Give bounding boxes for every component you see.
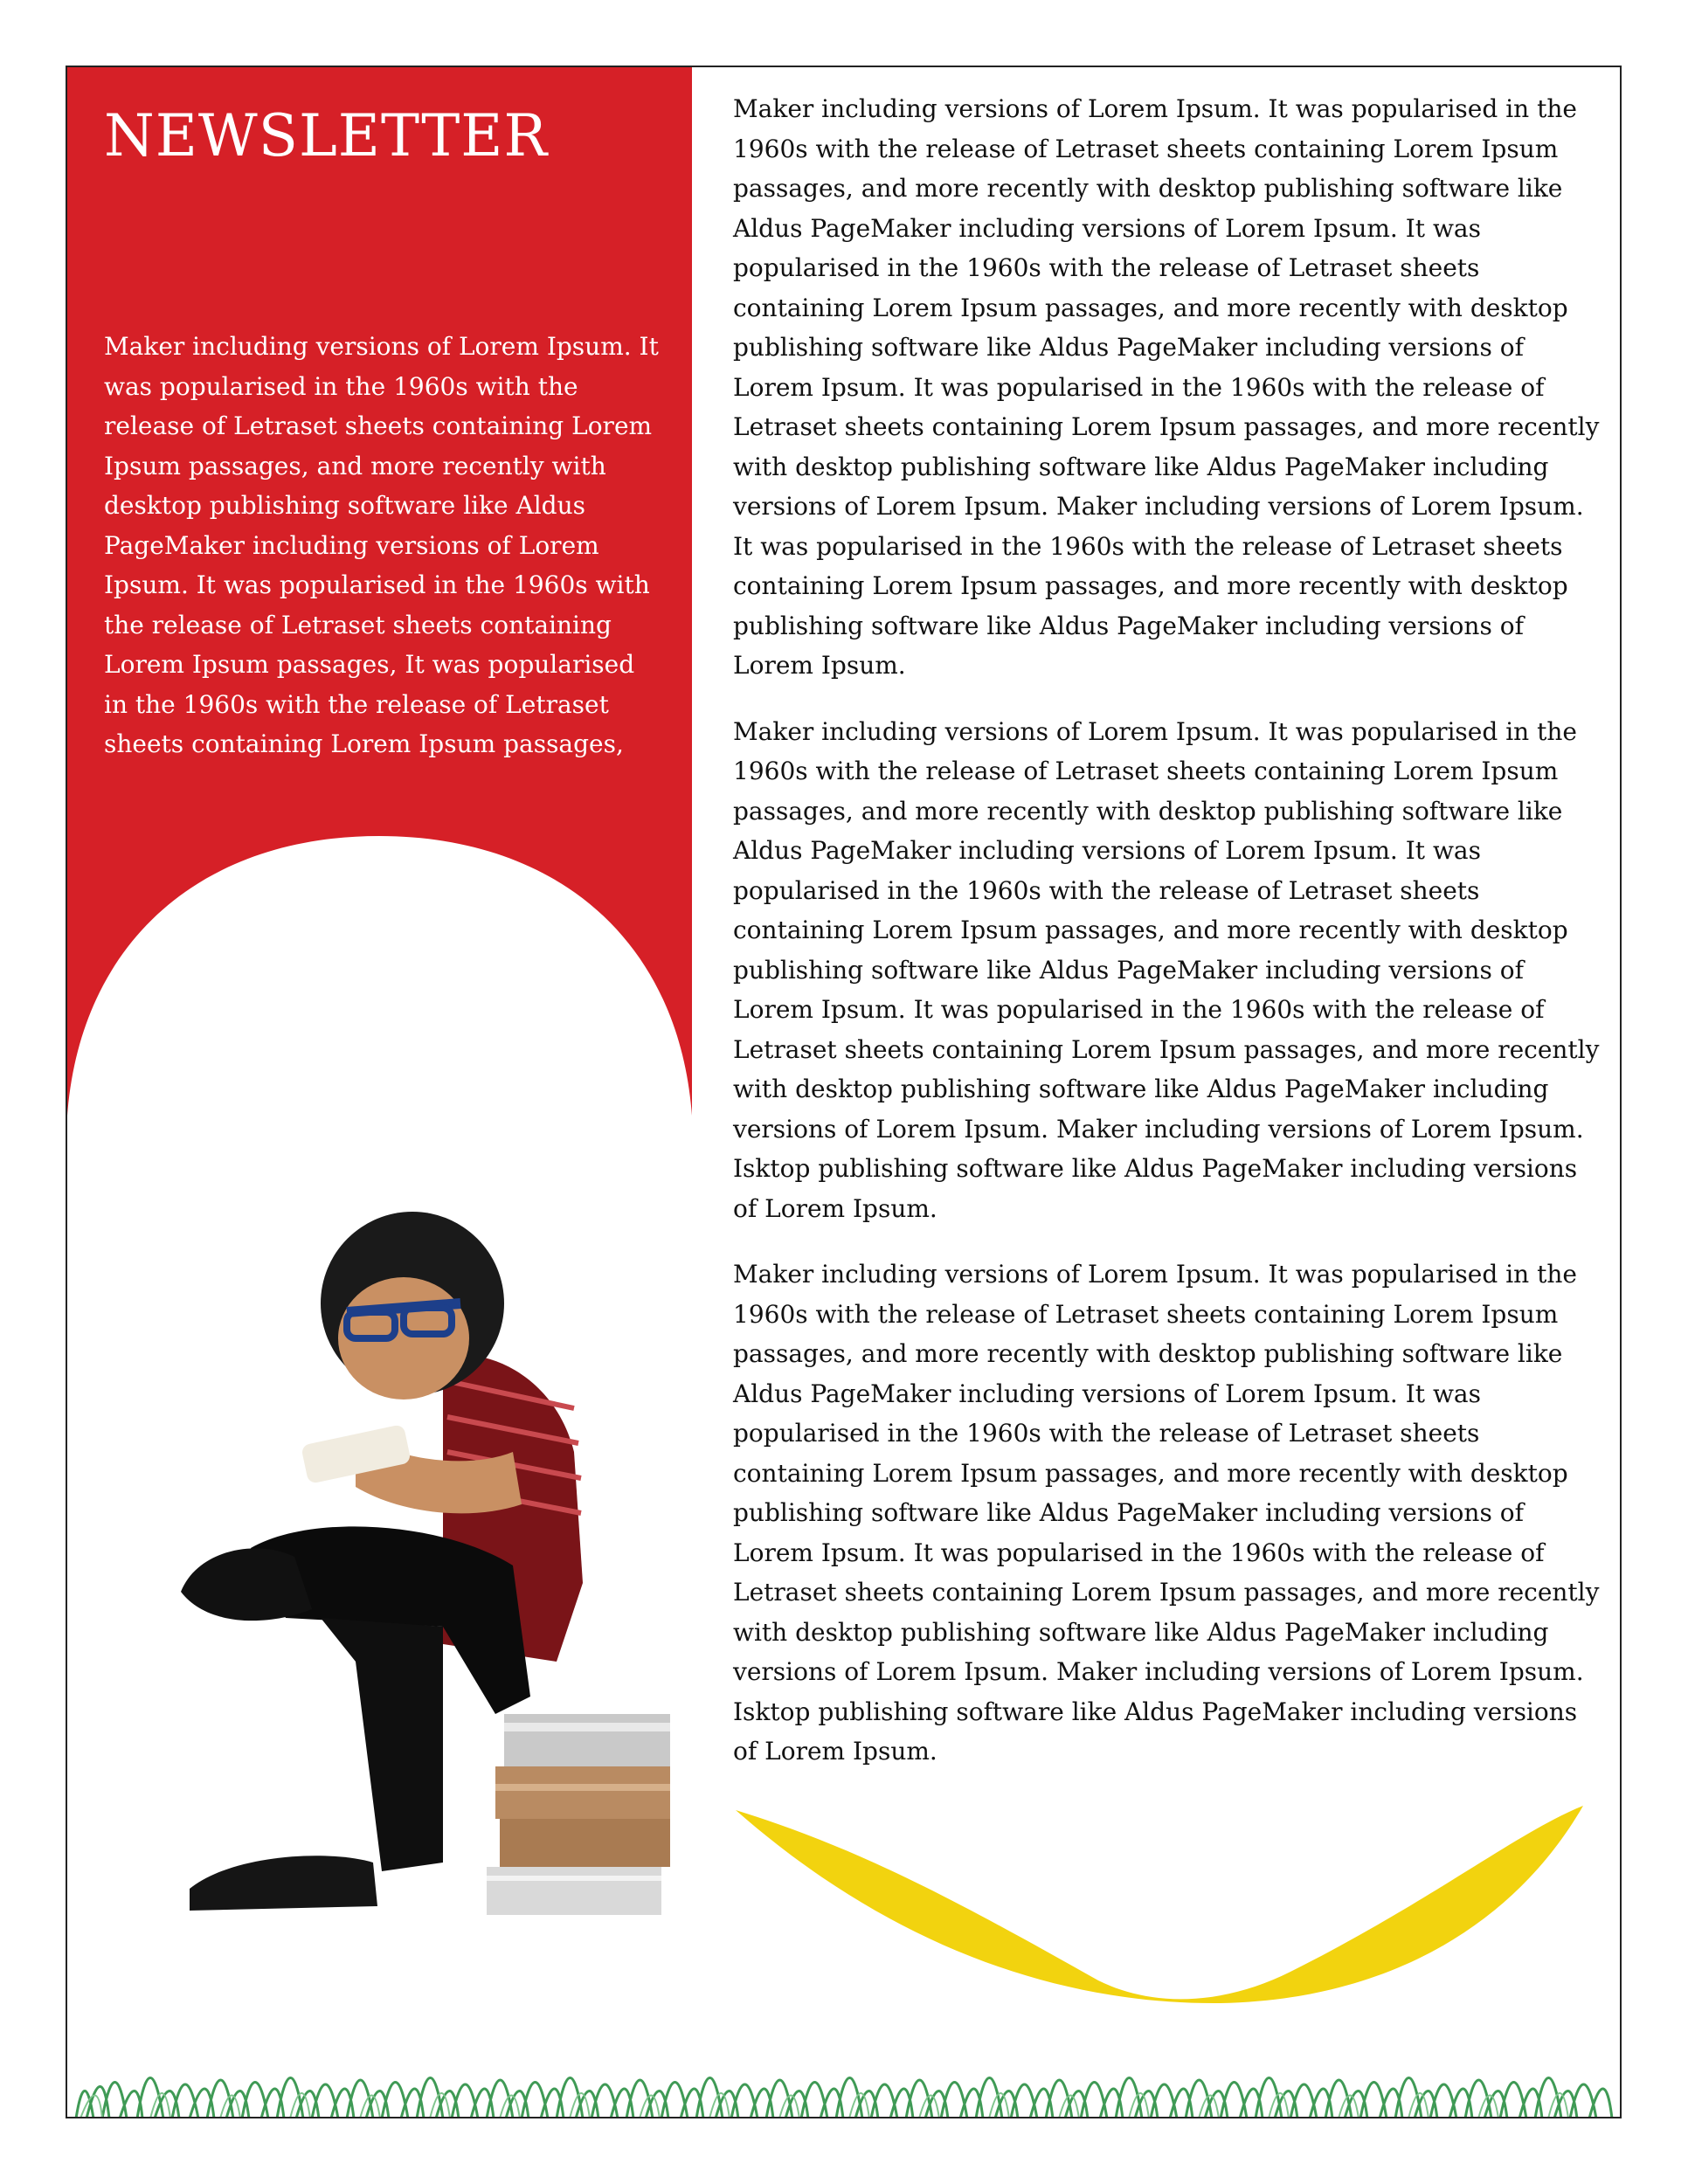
newsletter-page: [66, 66, 1622, 2118]
main-column: [733, 89, 1607, 1798]
intro-text: Maker including versions of Lorem Ipsum. It was popularised in the 1960s with the release of Letraset sheets containing Lorem Ipsum passages, and more recently with desktop publishing software like Aldus PageMaker including versions of Lorem Ipsum. It was popularised in the 1960s with the release of Letraset sheets containing Lorem Ipsum passages, It was popularised in the 1960s with the release of Letraset sheets containing Lorem Ipsum passages,: [104, 332, 659, 758]
body-paragraph-3: Maker including versions of Lorem Ipsum. It was popularised in the 1960s with the release of Letraset sheets containing Lorem Ipsum passages, and more recently with desktop publishing software like Aldus PageMaker including versions of Lorem Ipsum. It was popularised in the 1960s with the release of Letraset sheets containing Lorem Ipsum passages, and more recently with desktop publishing software like Aldus PageMaker including versions of Lorem Ipsum. It was popularised in the 1960s with the release of Letraset sheets containing Lorem Ipsum passages, and more recently with desktop publishing software like Aldus PageMaker including versions of Lorem Ipsum. Maker including versions of Lorem Ipsum. Isktop publishing software like Aldus PageMaker including versions of Lorem Ipsum.: [733, 1260, 1600, 1766]
boy-reading-image: [181, 1172, 670, 1924]
red-header-panel: [67, 67, 692, 1116]
yellow-smile-shape: [731, 1797, 1588, 2007]
body-paragraph-2: Maker including versions of Lorem Ipsum. It was popularised in the 1960s with the release of Letraset sheets containing Lorem Ipsum passages, and more recently with desktop publishing software like Aldus PageMaker including versions of Lorem Ipsum. It was popularised in the 1960s with the release of Letraset sheets containing Lorem Ipsum passages, and more recently with desktop publishing software like Aldus PageMaker including versions of Lorem Ipsum. It was popularised in the 1960s with the release of Letraset sheets containing Lorem Ipsum passages, and more recently with desktop publishing software like Aldus PageMaker including versions of Lorem Ipsum. Maker including versions of Lorem Ipsum. Isktop publishing software like Aldus PageMaker including versions of Lorem Ipsum.: [733, 716, 1600, 1223]
newsletter-title: NEWSLETTER: [104, 102, 549, 169]
body-paragraph-1: Maker including versions of Lorem Ipsum. It was popularised in the 1960s with the release of Letraset sheets containing Lorem Ipsum passages, and more recently with desktop publishing software like Aldus PageMaker including versions of Lorem Ipsum. It was popularised in the 1960s with the release of Letraset sheets containing Lorem Ipsum passages, and more recently with desktop publishing software like Aldus PageMaker including versions of Lorem Ipsum. It was popularised in the 1960s with the release of Letraset sheets containing Lorem Ipsum passages, and more recently with desktop publishing software like Aldus PageMaker including versions of Lorem Ipsum. Maker including versions of Lorem Ipsum. It was popularised in the 1960s with the release of Letraset sheets containing Lorem Ipsum passages, and more recently with desktop publishing software like Aldus PageMaker including versions of Lorem Ipsum.: [733, 94, 1600, 680]
grass-border-image: [67, 2028, 1622, 2118]
